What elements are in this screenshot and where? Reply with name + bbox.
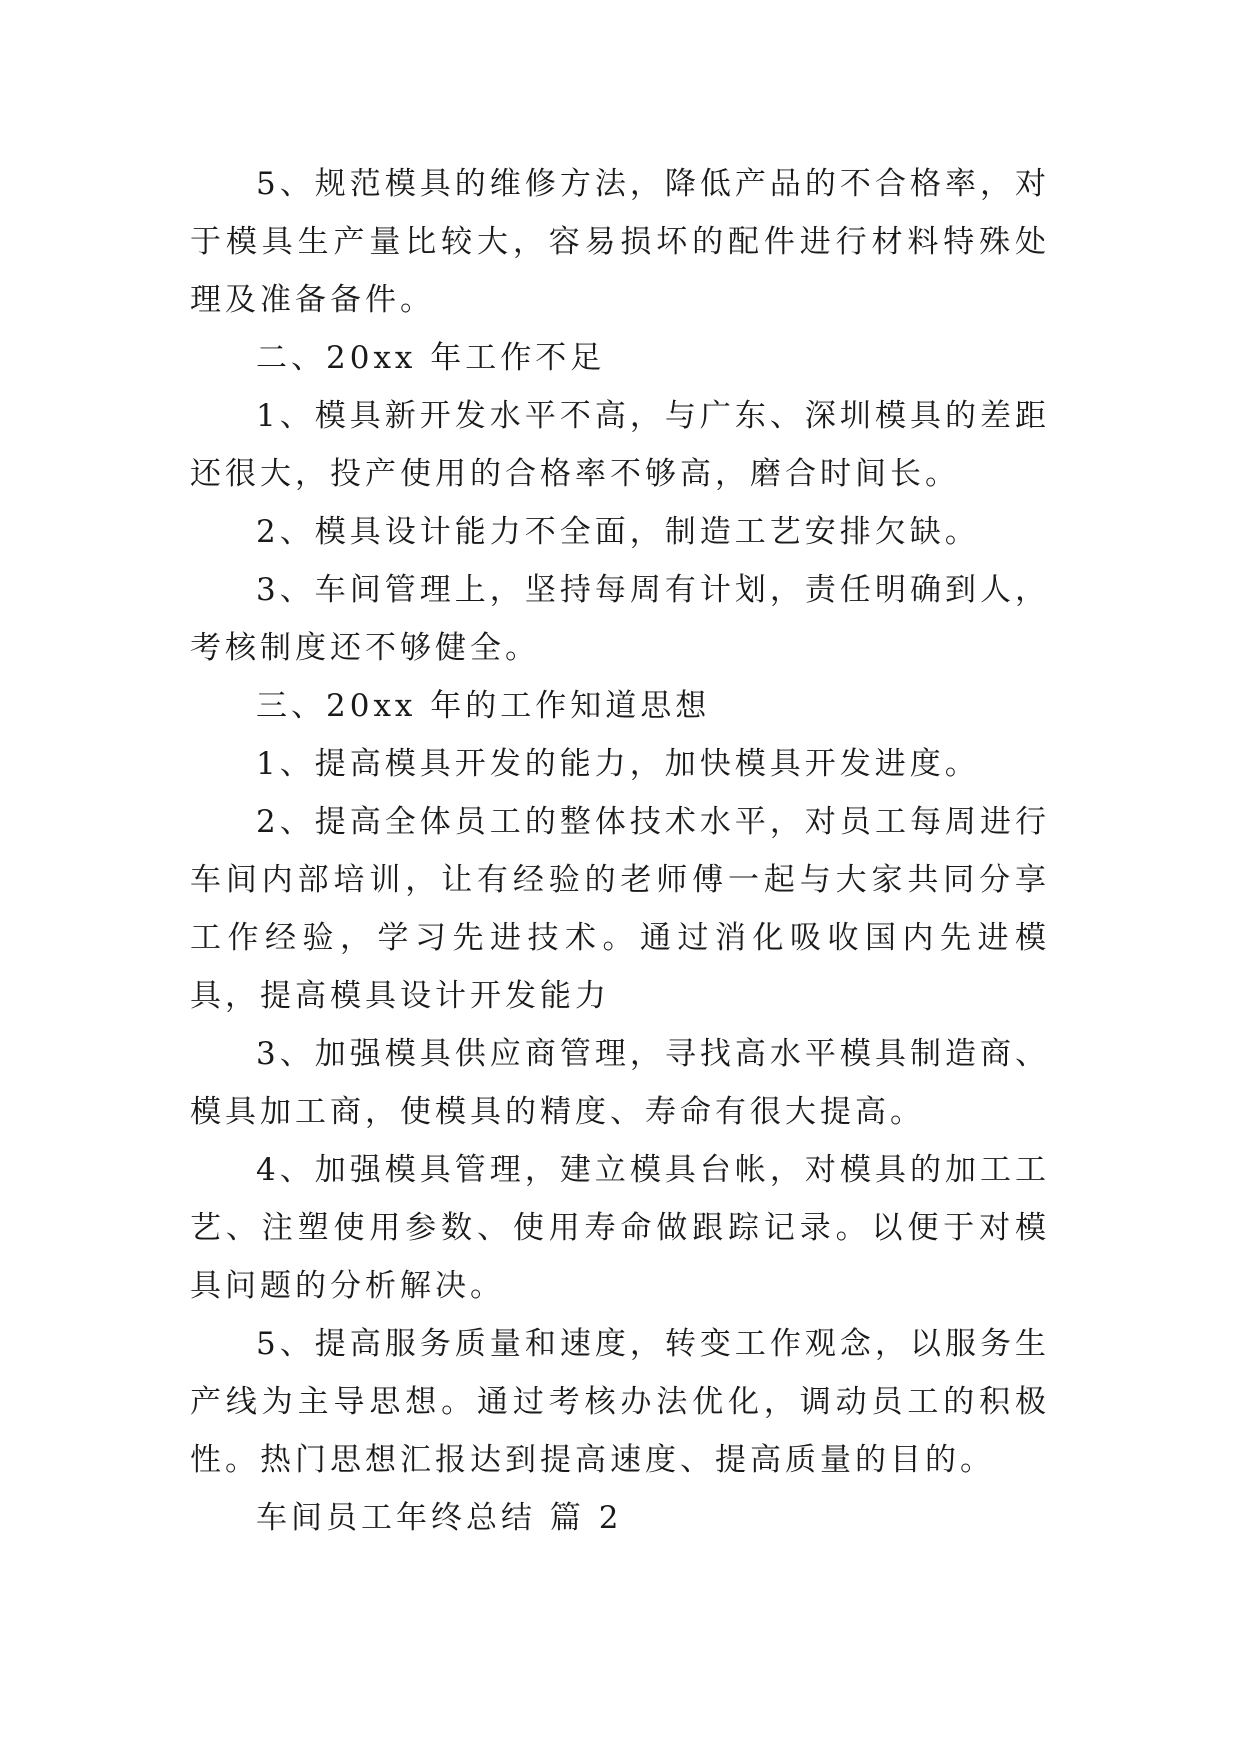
paragraph-shortcoming-2: 2、模具设计能力不全面，制造工艺安排欠缺。: [256, 514, 980, 550]
paragraph-idea-3: 3、加强模具供应商管理，寻找高水平模具制造商、模具加工商，使模具的精度、寿命有很大提高。: [190, 1036, 1050, 1130]
paragraph-idea-4: 4、加强模具管理，建立模具台帐，对模具的加工工艺、注塑使用参数、使用寿命做跟踪记录。以便于对模具问题的分析解决。: [190, 1152, 1050, 1304]
paragraph-idea-2: 2、提高全体员工的整体技术水平，对员工每周进行车间内部培训，让有经验的老师傅一起与大家共同分享工作经验，学习先进技术。通过消化吸收国内先进模具，提高模具设计开发能力: [190, 804, 1050, 1014]
paragraph-idea-5: 5、提高服务质量和速度，转变工作观念，以服务生产线为主导思想。通过考核办法优化，调动员工的积极性。热门思想汇报达到提高速度、提高质量的目的。: [190, 1326, 1050, 1478]
document-body: [190, 155, 1050, 1547]
section-heading-shortcomings: 二、20xx 年工作不足: [256, 340, 606, 376]
section-heading-guiding-ideas: 三、20xx 年的工作知道思想: [256, 688, 711, 724]
next-article-title: 车间员工年终总结 篇 2: [256, 1500, 623, 1536]
paragraph-shortcoming-1: 1、模具新开发水平不高，与广东、深圳模具的差距还很大，投产使用的合格率不够高，磨合时间长。: [190, 398, 1050, 492]
paragraph-item-5-mold-repair: 5、规范模具的维修方法，降低产品的不合格率，对于模具生产量比较大，容易损坏的配件进行材料特殊处理及准备备件。: [190, 166, 1050, 318]
paragraph-idea-1: 1、提高模具开发的能力，加快模具开发进度。: [256, 746, 980, 782]
paragraph-shortcoming-3: 3、车间管理上，坚持每周有计划，责任明确到人，考核制度还不够健全。: [190, 572, 1050, 666]
